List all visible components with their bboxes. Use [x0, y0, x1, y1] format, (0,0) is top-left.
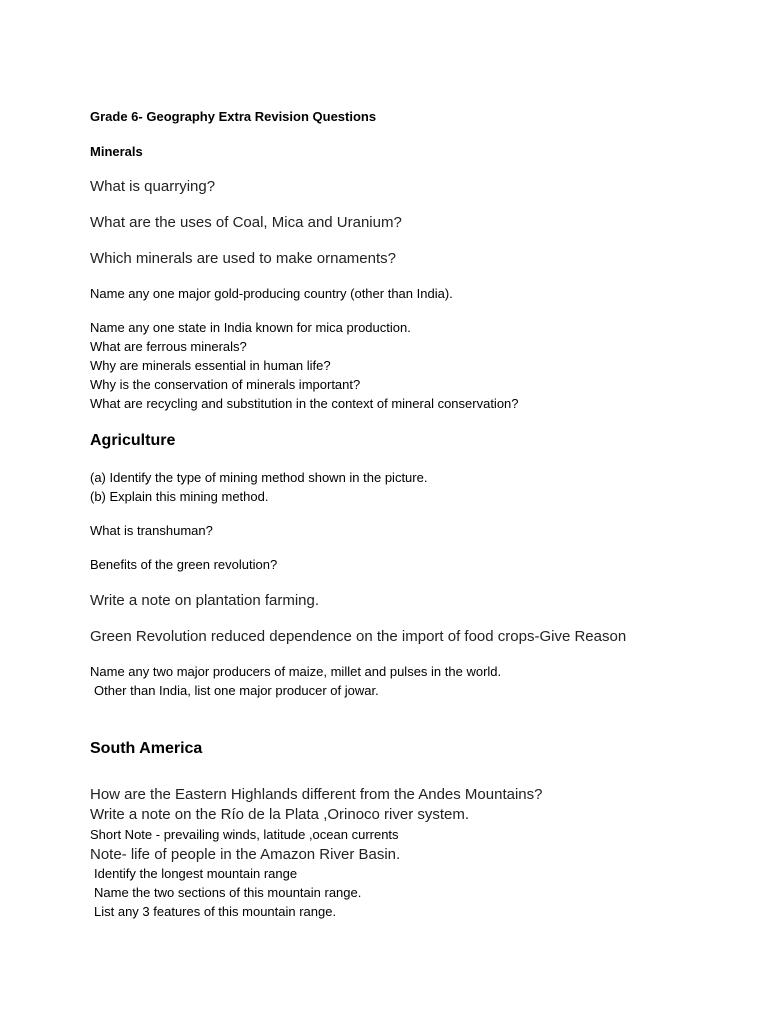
- question-text: How are the Eastern Highlands different from the Andes Mountains?: [90, 786, 543, 803]
- question-text: Name any one state in India known for mica production.: [90, 320, 411, 335]
- question-text: Name any one major gold-producing country (other than India).: [90, 286, 453, 301]
- question-text: What is transhuman?: [90, 523, 213, 538]
- question-text: Why is the conservation of minerals important?: [90, 377, 361, 392]
- question-text: Why are minerals essential in human life?: [90, 358, 331, 373]
- section-heading-agriculture: Agriculture: [90, 432, 176, 449]
- question-text: List any 3 features of this mountain range.: [94, 904, 337, 919]
- question-text: Identify the longest mountain range: [94, 866, 298, 881]
- question-text: What are ferrous minerals?: [90, 339, 247, 354]
- question-text: Write a note on the Río de la Plata ,Orinoco river system.: [90, 806, 470, 823]
- question-text: Write a note on plantation farming.: [90, 592, 320, 609]
- question-text: What are the uses of Coal, Mica and Uranium?: [90, 214, 402, 231]
- question-text: Name the two sections of this mountain range.: [94, 885, 362, 900]
- question-text: (a) Identify the type of mining method shown in the picture.: [90, 470, 428, 485]
- section-heading-south-america: South America: [90, 740, 203, 757]
- section-heading-minerals: Minerals: [90, 144, 143, 159]
- question-text: (b) Explain this mining method.: [90, 489, 269, 504]
- question-text: Short Note - prevailing winds, latitude ,ocean currents: [90, 827, 399, 842]
- question-text: Name any two major producers of maize, millet and pulses in the world.: [90, 664, 502, 679]
- question-text: What are recycling and substitution in the context of mineral conservation?: [90, 396, 519, 411]
- question-text: Green Revolution reduced dependence on the import of food crops-Give Reason: [90, 628, 627, 645]
- question-text: Other than India, list one major producer of jowar.: [94, 683, 379, 698]
- document-title: Grade 6- Geography Extra Revision Questions: [90, 109, 377, 124]
- question-text: What is quarrying?: [90, 178, 216, 195]
- question-text: Note- life of people in the Amazon River Basin.: [90, 846, 401, 863]
- question-text: Which minerals are used to make ornaments?: [90, 250, 396, 267]
- question-text: Benefits of the green revolution?: [90, 557, 278, 572]
